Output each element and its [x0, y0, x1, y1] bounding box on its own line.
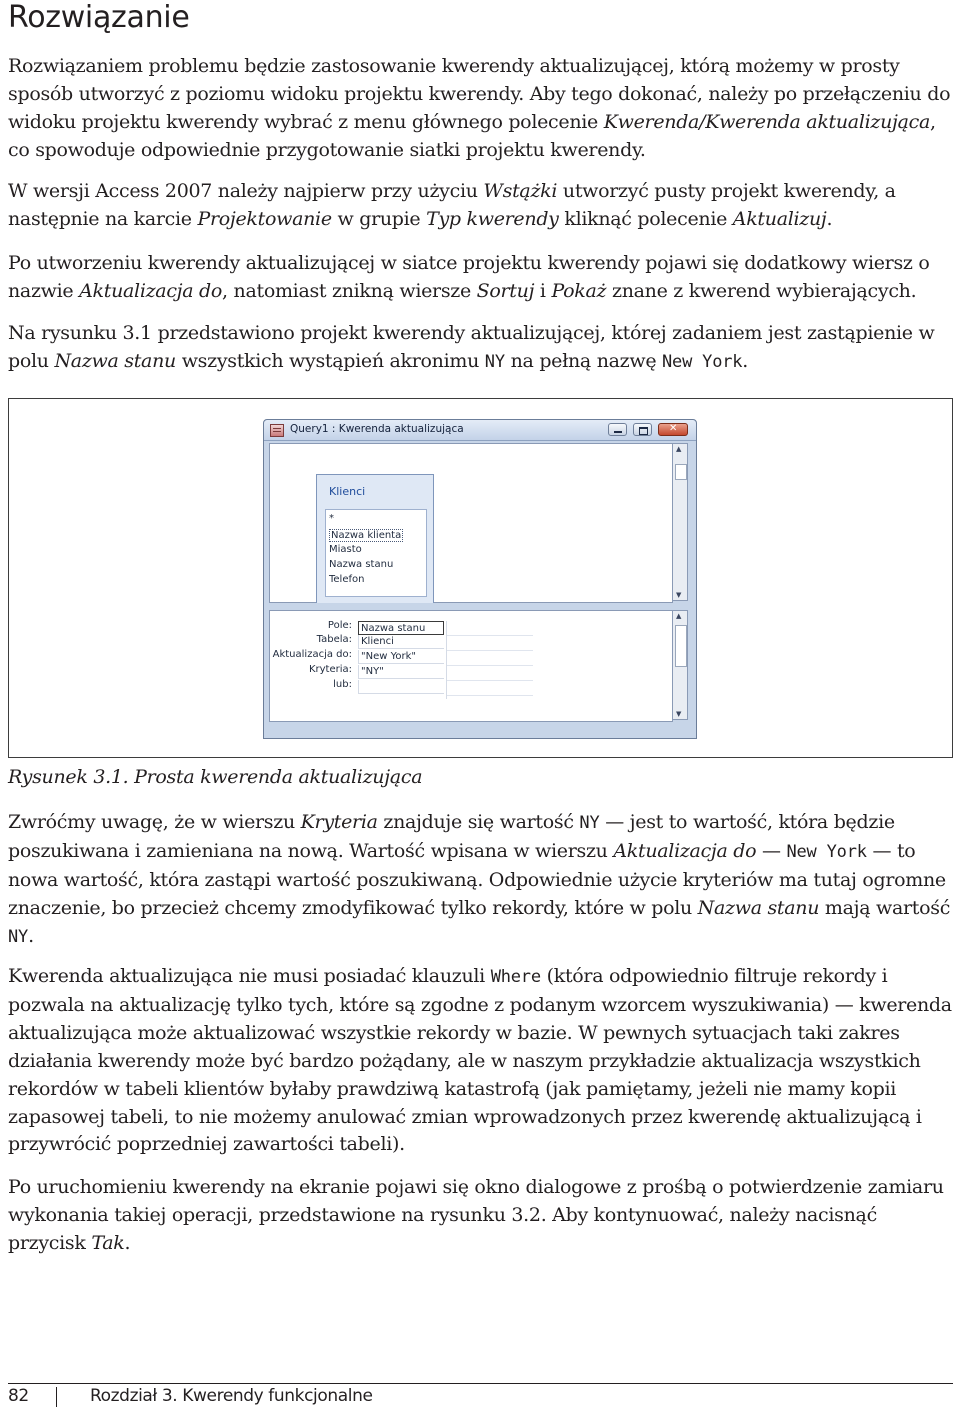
close-button[interactable] — [658, 423, 688, 436]
text-run: mają wartość — [819, 896, 951, 919]
grid-row-line — [447, 665, 533, 666]
lower-scrollbar[interactable] — [672, 610, 688, 720]
footer-rule — [8, 1383, 953, 1384]
field-item[interactable]: Miasto — [329, 544, 362, 555]
minimize-button[interactable] — [608, 423, 627, 436]
text-run: — jest to wartość, która będzie poszukiwana i zamieniana na nową. Wartość wpisana w wierszu — [8, 811, 895, 862]
field-item[interactable]: Nazwa klienta — [331, 530, 402, 541]
italic-term: Nazwa stanu — [54, 349, 176, 372]
grid-cell-or[interactable] — [358, 680, 444, 694]
table-name: Klienci — [329, 485, 366, 498]
upper-scrollbar[interactable] — [672, 443, 688, 601]
text-run: Na rysunku 3.1 przedstawiono projekt kwerendy aktualizującej, której zadaniem jest zastąpienie w polu — [8, 322, 935, 372]
code-term: New York — [662, 351, 743, 372]
text-run: Zwróćmy uwagę, że w wierszu — [8, 811, 301, 833]
paragraph-figure-intro — [8, 320, 953, 377]
scroll-thumb[interactable] — [675, 625, 687, 667]
field-list — [325, 509, 427, 597]
code-term: NY — [484, 351, 505, 372]
grid-label-update-to: Aktualizacja do: — [272, 649, 352, 660]
italic-term: Aktualizuj — [732, 207, 827, 230]
text-run: Rozwiązaniem problemu będzie zastosowanie kwerendy aktualizującej, którą możemy w prosty sposób utworzyć z poziomu widoku projektu kwerendy. Aby tego dokonać, należy po przełączeniu do widoku projektu kwerendy wybrać z menu głównego polecenie — [8, 55, 951, 133]
italic-term: Kwerenda/Kwerenda aktualizująca — [603, 110, 931, 133]
grid-row-line — [447, 695, 533, 696]
query-window — [263, 419, 697, 739]
chapter-title: Rozdział 3. Kwerendy funkcjonalne — [90, 1386, 373, 1406]
pane-splitter[interactable] — [269, 603, 688, 608]
italic-term: Typ kwerendy — [426, 207, 559, 230]
footer-separator — [56, 1387, 57, 1407]
text-run: na pełną nazwę — [504, 349, 663, 372]
text-run: znane z kwerend wybierających. — [606, 279, 917, 302]
code-term: New York — [786, 841, 867, 862]
text-run: Po utworzeniu kwerendy aktualizującej w siatce projektu kwerendy pojawi się dodatkowy wiersz o nazwie — [8, 252, 930, 302]
italic-term: Wstążki — [483, 180, 558, 202]
italic-term: Aktualizacja do — [79, 279, 223, 302]
grid-label-or: lub: — [333, 679, 352, 690]
text-run: W wersji Access 2007 należy najpierw przy użyciu — [8, 180, 484, 202]
code-term: Where — [490, 967, 541, 987]
italic-term: Kryteria — [300, 811, 378, 833]
maximize-button[interactable] — [633, 423, 652, 436]
scroll-up-icon[interactable] — [673, 445, 687, 455]
text-run: — — [756, 839, 787, 862]
text-run: , natomiast znikną wiersze — [222, 279, 477, 302]
grid-cell-criteria[interactable]: "NY" — [358, 665, 444, 679]
field-item[interactable]: Nazwa stanu — [329, 559, 394, 570]
italic-term: Aktualizacja do — [613, 839, 757, 862]
paragraph-new-row — [8, 250, 953, 306]
grid-label-table: Tabela: — [316, 634, 352, 645]
section-heading: Rozwiązanie — [8, 0, 190, 35]
page-number: 82 — [8, 1386, 29, 1406]
table-box-klienci[interactable] — [316, 474, 434, 606]
paragraph-where-clause — [8, 963, 953, 1159]
paragraph-access-2007 — [8, 178, 953, 234]
italic-term: Projektowanie — [197, 207, 332, 230]
scroll-up-icon[interactable] — [673, 612, 687, 622]
table-pane — [269, 443, 673, 603]
window-title: Query1 : Kwerenda aktualizująca — [290, 423, 464, 435]
text-run: Po uruchomieniu kwerendy na ekranie pojawi się okno dialogowe z prośbą o potwierdzenie zamiaru wykonania takiej operacji, przedstawione na rysunku 3.2. Aby kontynuować, należy nacisnąć przycisk — [8, 1176, 944, 1254]
code-term: NY — [8, 926, 29, 947]
scroll-down-icon[interactable] — [673, 708, 687, 718]
grid-row-line — [447, 650, 533, 651]
field-all[interactable]: * — [329, 513, 334, 524]
grid-label-criteria: Kryteria: — [308, 664, 352, 675]
grid-row-line — [447, 680, 533, 681]
scroll-down-icon[interactable] — [673, 589, 687, 599]
text-run: — to nowa wartość, która zastąpi wartość poszukiwaną. Odpowiednie użycie kryteriów ma tutaj ogromne znaczenie, bo przecież chcemy zmodyfikować tylko rekordy, które w polu — [8, 839, 946, 919]
design-grid — [269, 610, 673, 722]
text-run: . — [28, 924, 34, 947]
text-run: . — [124, 1231, 131, 1254]
italic-term: Tak — [91, 1231, 125, 1254]
italic-term: Nazwa stanu — [697, 896, 820, 919]
paragraph-run-query — [8, 1174, 953, 1258]
window-titlebar[interactable] — [264, 420, 696, 441]
text-run: (która odpowiednio filtruje rekordy i pozwala na aktualizację tylko tych, które są zgodne z podanym wzorcem wyszukiwania) — kwerenda aktualizująca może aktualizować wszystkie rekordy w bazie. W pewnych sytuacjach taki zakres działania kwerendy może być bardzo pożądany, ale w naszym przykładzie aktualizacja wszystkich rekordów w tabeli klientów byłaby prawdziwą katastrofą (jak pamiętamy, jeżeli nie mamy kopii zapasowej tabeli, to nie możemy anulować zmian wprowadzonych przez kwerendę aktualizującą i przywrócić poprzedniej zawartości tabeli). — [8, 965, 952, 1156]
query-icon — [270, 424, 284, 437]
paragraph-criteria — [8, 809, 953, 952]
grid-cell-field[interactable]: Nazwa stanu — [358, 621, 444, 635]
text-run: kliknąć polecenie — [558, 207, 733, 230]
text-run: w grupie — [331, 207, 427, 230]
grid-column-empty[interactable] — [446, 621, 533, 699]
text-run: znajduje się wartość — [377, 811, 580, 833]
text-run: . — [742, 349, 749, 372]
italic-term: Sortuj — [476, 279, 535, 302]
text-run: , co spowoduje odpowiednie przygotowanie siatki projektu kwerendy. — [8, 110, 936, 161]
text-run: . — [826, 207, 833, 230]
grid-label-field: Pole: — [327, 620, 352, 631]
paragraph-intro — [8, 53, 953, 165]
grid-row-line — [447, 635, 533, 636]
code-term: NY — [579, 813, 600, 833]
text-run: i — [534, 279, 552, 302]
field-item[interactable]: Telefon — [329, 574, 365, 585]
text-run: Kwerenda aktualizująca nie musi posiadać klauzuli — [8, 965, 491, 987]
italic-term: Pokaż — [551, 279, 607, 302]
figure-3-1 — [8, 398, 953, 758]
grid-cell-update-to[interactable]: "New York" — [358, 650, 444, 664]
text-run: wszystkich wystąpień akronimu — [175, 349, 485, 372]
grid-cell-table[interactable]: Klienci — [358, 635, 444, 649]
scroll-thumb[interactable] — [675, 464, 687, 480]
text-run: utworzyć pusty projekt kwerendy, a następnie na karcie — [8, 180, 896, 230]
figure-caption: Rysunek 3.1. Prosta kwerenda aktualizująca — [8, 766, 423, 788]
